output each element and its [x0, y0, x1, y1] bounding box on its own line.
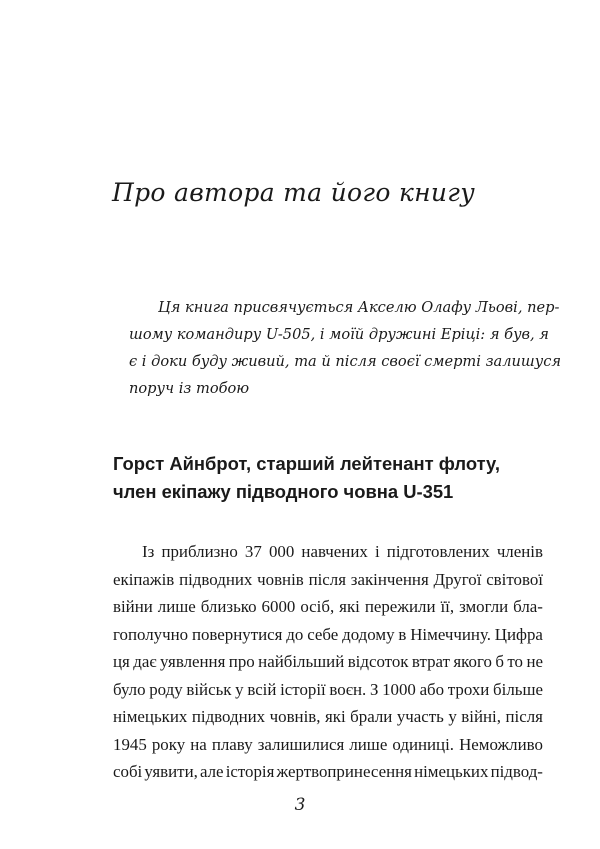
body-word: залишилися — [257, 734, 345, 754]
chapter-title: Про автора та його книгу — [112, 178, 476, 207]
body-word: підвод- — [490, 762, 543, 781]
body-word: про — [228, 652, 255, 671]
body-word: 000 — [268, 542, 295, 561]
body-word: 1000 — [382, 679, 416, 699]
body-word: повернутися — [191, 624, 283, 644]
body-word: уявити, — [144, 762, 198, 781]
section-heading — [113, 450, 543, 506]
body-word: уявлення — [160, 652, 226, 671]
body-word: після — [505, 707, 543, 726]
body-word: членів — [496, 542, 543, 561]
body-word: або — [419, 679, 445, 699]
body-word: екіпажів — [113, 569, 175, 589]
body-word: б — [495, 652, 504, 671]
body-word: пережили — [364, 597, 436, 616]
body-word: втрат — [411, 652, 450, 671]
body-word: німецьких — [113, 707, 188, 726]
body-word: року — [151, 734, 186, 754]
body-word: Другої — [433, 569, 482, 589]
body-word: після — [308, 569, 346, 589]
body-word: підготовлених — [386, 542, 490, 561]
body-word: на — [190, 734, 207, 754]
page-number: 3 — [294, 795, 306, 815]
body-word: було — [113, 679, 146, 699]
body-word: ця — [113, 652, 130, 671]
body-word: але — [199, 762, 224, 781]
body-word: закінчення — [350, 569, 429, 589]
body-word: плаву — [211, 734, 253, 754]
body-word: Із — [142, 542, 155, 561]
body-word: змогли — [459, 597, 509, 616]
body-word: приблизно — [161, 542, 238, 561]
body-word: війни — [113, 597, 153, 616]
body-word: лише — [157, 597, 196, 616]
body-word: відсоток — [347, 652, 409, 671]
body-paragraph — [113, 538, 543, 786]
body-word: військ — [186, 679, 232, 699]
body-word: 6000 — [261, 597, 296, 616]
body-word: то — [507, 652, 523, 671]
body-word: гополучно — [113, 624, 189, 644]
body-line — [113, 538, 543, 566]
body-word: які — [324, 707, 346, 726]
body-word: участь — [396, 707, 444, 726]
body-word: всій — [247, 679, 277, 699]
body-word: світової — [486, 569, 543, 589]
body-word: підводних — [191, 707, 266, 726]
body-line — [113, 648, 543, 676]
body-word: 37 — [244, 542, 262, 561]
body-word: історії — [280, 679, 326, 699]
body-word: додому — [342, 624, 395, 644]
body-word: Цифра — [494, 624, 543, 644]
body-line — [113, 703, 543, 731]
body-word: підводних — [179, 569, 253, 589]
body-word: і — [374, 542, 380, 561]
body-word: війні, — [461, 707, 501, 726]
body-word: близько — [200, 597, 257, 616]
body-word: більше — [493, 679, 543, 699]
body-word: не — [526, 652, 543, 671]
body-line — [113, 676, 543, 704]
body-word: 1945 — [113, 734, 147, 754]
body-word: Неможливо — [459, 734, 543, 754]
body-word: воєн. — [329, 679, 367, 699]
body-word: найбільший — [258, 652, 345, 671]
body-line — [113, 566, 543, 594]
dedication-line: поруч із тобою — [129, 380, 250, 397]
body-word: трохи — [447, 679, 490, 699]
body-word: осіб, — [300, 597, 335, 616]
body-word: лише — [349, 734, 388, 754]
body-word: у — [448, 707, 457, 726]
body-word: Німеччину. — [410, 624, 491, 644]
body-word: німецьких — [414, 762, 489, 781]
section-heading-line: Горст Айнброт, старший лейтенант флоту, — [113, 453, 501, 474]
body-word: до — [286, 624, 304, 644]
dedication-line: шому командиру U-505, і моїй дружині Еріці: я був, я — [129, 326, 549, 343]
dedication — [129, 294, 562, 402]
body-line — [113, 758, 543, 786]
section-heading-line: член екіпажу підводного човна U-351 — [113, 481, 454, 502]
body-word: себе — [307, 624, 339, 644]
body-word: які — [339, 597, 360, 616]
body-word: історія — [225, 762, 275, 781]
body-word: якого — [453, 652, 492, 671]
body-word: у — [235, 679, 244, 699]
body-line — [113, 731, 543, 759]
body-line — [113, 621, 543, 649]
body-word: дає — [133, 652, 157, 671]
body-word: бла- — [513, 597, 543, 616]
body-word: човнів — [257, 569, 304, 589]
body-word: в — [398, 624, 407, 644]
body-word: роду — [149, 679, 183, 699]
body-word: брали — [350, 707, 393, 726]
body-word: навчених — [301, 542, 368, 561]
body-word: човнів, — [269, 707, 321, 726]
body-word: її, — [440, 597, 455, 616]
body-word: собі — [113, 762, 143, 781]
body-word: жертвопринесення — [276, 762, 412, 781]
body-word: одиниці. — [392, 734, 455, 754]
body-word: З — [369, 679, 379, 699]
dedication-line: Ця книга присвячується Акселю Олафу Льові, пер- — [158, 299, 560, 316]
body-line — [113, 593, 543, 621]
dedication-line: є і доки буду живий, та й після своєї смерті залишуся — [129, 353, 562, 370]
